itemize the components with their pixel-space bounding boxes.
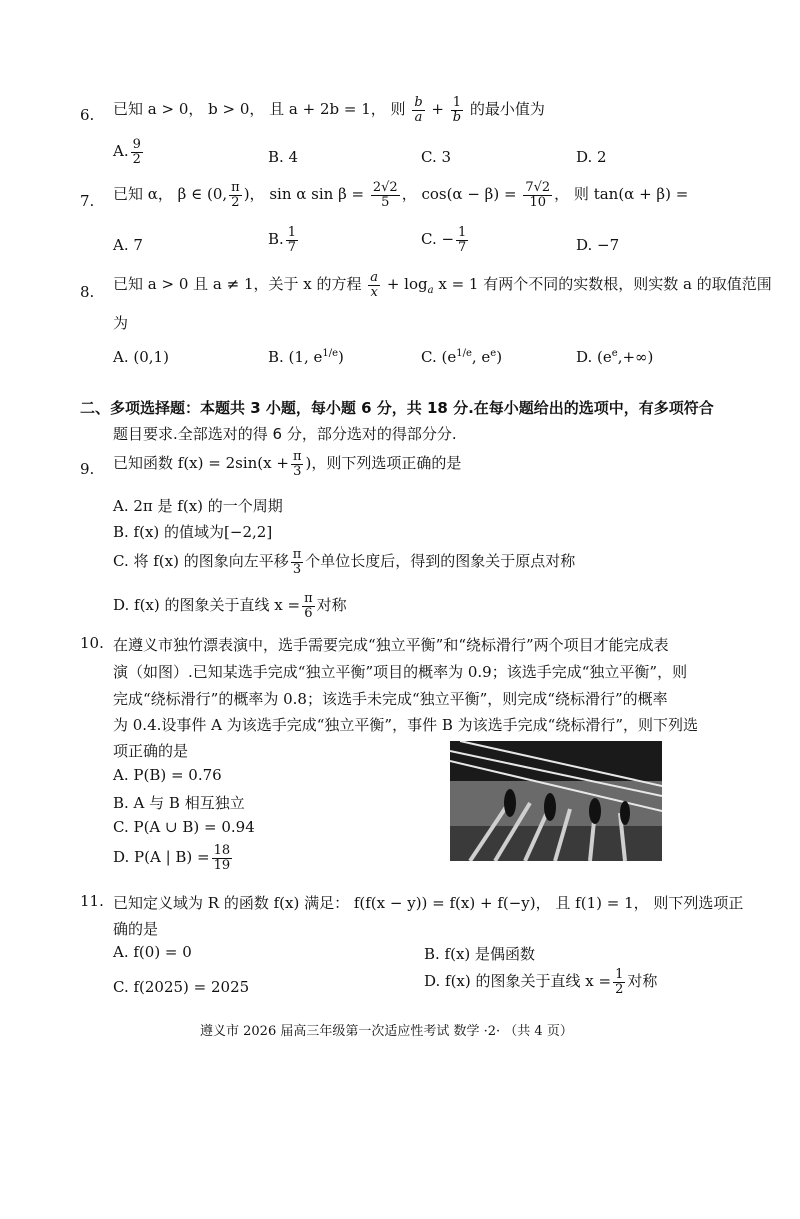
q9-option-c: C. 将 f(x) 的图象向左平移 $\frac{\pi}{3}$ 个单位长度后，得到的图象关于原点对称 [113,547,576,577]
q10-number: 10. [80,634,104,652]
section-2-heading: 二、多项选择题：本题共 3 小题，每小题 6 分，共 18 分.在每小题给出的选项中，有多项符合 [80,399,714,417]
q10-line3: 完成“绕标滑行”的概率为 0.8；该选手未完成“独立平衡”，则完成“绕标滑行”的概率 [113,690,668,708]
q6-stem: 已知 a > 0， b > 0， 且 a + 2b = 1， 则 $\frac{b}{a}$ + $\frac{1}{b}$ 的最小值为 [113,95,545,125]
bamboo-rafting-photo [450,741,662,861]
page-footer: 遵义市 2026 届高三年级第一次适应性考试 数学 ·2· （共 4 页） [200,1024,573,1039]
q10-option-d: D. P(A | B) = $\frac{18}{19}$ [113,843,231,873]
q11-option-d: D. f(x) 的图象关于直线 x = $\frac{1}{2}$ 对称 [424,967,658,997]
q7-option-a: A. 7 [113,236,143,254]
q10-line4: 为 0.4.设事件 A 为该选手完成“独立平衡”，事件 B 为该选手完成“绕标滑行”，则下列选 [113,716,698,734]
q8-option-a: A. (0,1) [113,348,169,366]
q8-option-d: D. $(e^e,+\infty)$ [576,348,654,366]
q9-option-a: A. 2π 是 f(x) 的一个周期 [113,497,283,515]
q11-option-c: C. f(2025) = 2025 [113,978,250,996]
q6-option-c: C. 3 [421,148,452,166]
q6-option-b: B. 4 [268,148,299,166]
q10-option-c: C. P(A ∪ B) = 0.94 [113,818,255,836]
q7-option-d: D. −7 [576,236,620,254]
q9-number: 9. [80,460,95,478]
q7-option-b: B. $\frac{1}{7}$ [268,225,297,255]
q11-option-b: B. f(x) 是偶函数 [424,945,536,963]
q8-stem: 已知 a > 0 且 a ≠ 1，关于 x 的方程 $\frac{a}{x}$ + $\log_a x = 1$ 有两个不同的实数根，则实数 a 的取值范围 [113,270,772,300]
q9-stem: 已知函数 f(x) = 2sin(x + $\frac{\pi}{3}$ )，则下列选项正确的是 [113,449,462,479]
q10-line2: 演（如图）.已知某选手完成“独立平衡”项目的概率为 0.9；该选手完成“独立平衡”，则 [113,663,688,681]
q7-number: 7. [80,192,95,210]
q11-line2: 确的是 [113,920,159,938]
section-2-heading-line2: 题目要求.全部选对的得 6 分，部分选对的得部分分. [113,425,457,443]
q10-line1: 在遵义市独竹漂表演中，选手需要完成“独立平衡”和“绕标滑行”两个项目才能完成表 [113,636,669,654]
q6-number: 6. [80,106,95,124]
q10-option-b: B. A 与 B 相互独立 [113,794,245,812]
q9-option-b: B. f(x) 的值域为[−2,2] [113,523,273,541]
q11-line1: 已知定义域为 R 的函数 f(x) 满足： f(f(x − y)) = f(x) + f(−y)， 且 f(1) = 1， 则下列选项正 [113,894,744,912]
q7-option-c: C. − $\frac{1}{7}$ [421,225,467,255]
q6-option-d: D. 2 [576,148,607,166]
q6-option-a: A. $\frac{9}{2}$ [113,137,141,167]
q8-stem-line2: 为 [113,314,129,332]
q10-line5: 项正确的是 [113,742,189,760]
q11-number: 11. [80,892,104,910]
q8-option-c: C. ($e^{1/e}$, $e^e$) [421,348,503,366]
q9-option-d: D. f(x) 的图象关于直线 x = $\frac{\pi}{6}$ 对称 [113,591,347,621]
q8-option-b: B. (1, $e^{1/e}$) [268,348,344,366]
q10-option-a: A. P(B) = 0.76 [113,766,222,784]
q7-stem: 已知 α， β ∈ (0, $\frac{\pi}{2}$ )， sin α sin β = $\frac{2√2}{5}$ ， cos(α − β) = $\frac{7√2}{10}$ ， 则 tan(α + β) = [113,180,689,210]
q11-option-a: A. f(0) = 0 [113,943,192,961]
q8-number: 8. [80,283,95,301]
